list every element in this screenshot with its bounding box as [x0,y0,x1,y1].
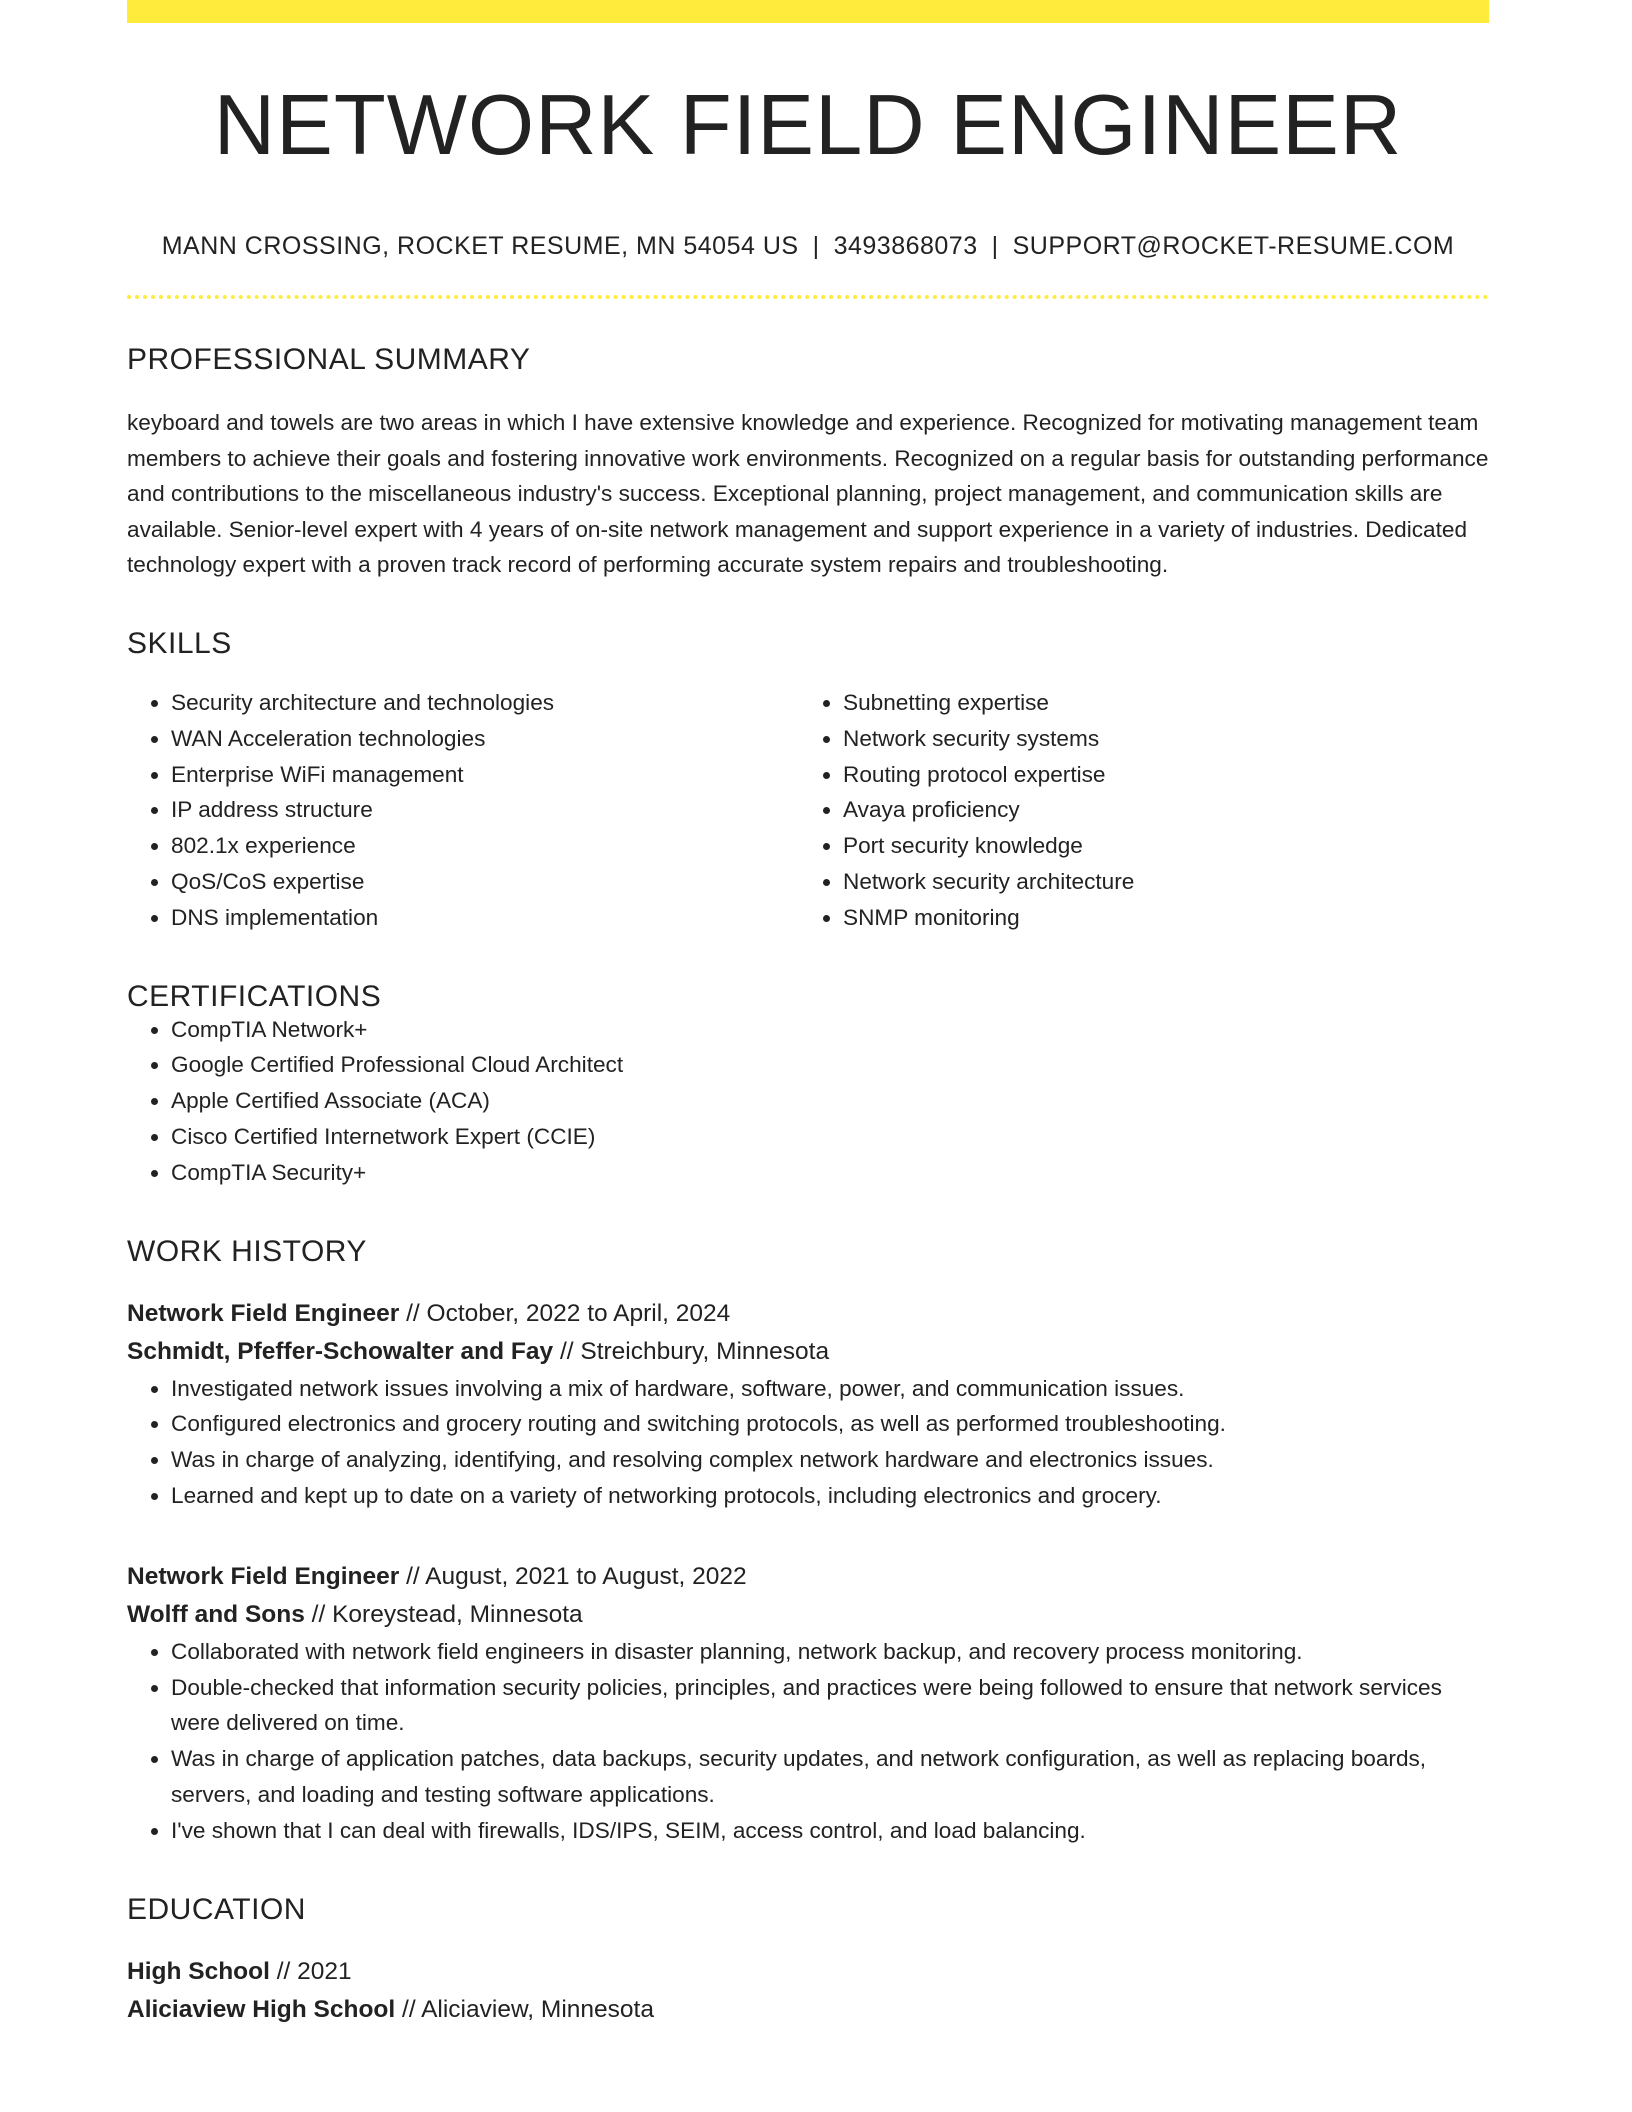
job-bullet: • Collaborated with network field engineers in disaster planning, network backup, and recovery process monitoring. [171,1634,1489,1670]
top-accent-bar [127,0,1489,23]
job-company: Wolff and Sons [127,1600,305,1628]
job-entry [127,1558,1489,1849]
job-entry [127,1295,1489,1514]
summary-text: keyboard and towels are two areas in which I have extensive knowledge and experience. Recognized for motivating management team members to achieve their goals and fostering innovative work environments. Recognized on a regular basis for outstanding performance and contributions to the miscellaneous industry's success. Exceptional planning, project management, and communication skills are available. Senior-level expert with 4 years of on-site network management and support experience in a variety of industries. Dedicated technology expert with a proven track record of performing accurate system repairs and troubleshooting. [127,410,1489,578]
job-bullet: • Double-checked that information security policies, principles, and practices were being followed to ensure that network services were delivered on time. [171,1670,1489,1742]
job-role: Network Field Engineer [127,1299,400,1327]
job-bullet-list [127,1634,1489,1849]
contact-address: MANN CROSSING, ROCKET RESUME, MN 54054 US [161,232,799,260]
job-bullet: • Was in charge of analyzing, identifying, and resolving complex network hardware and electronics issues. [171,1442,1489,1478]
certifications-heading: CERTIFICATIONS [127,979,382,1013]
skill-item: • DNS implementation [171,900,799,936]
certifications-list [127,1012,1489,1191]
skill-item: • Avaya proficiency [843,792,1471,828]
resume-page [127,0,1489,2029]
education-heading: EDUCATION [127,1892,306,1926]
education-year: // 2021 [276,1957,352,1985]
job-dates: // August, 2021 to August, 2022 [406,1562,747,1590]
summary-section [127,345,1489,583]
skill-item: • SNMP monitoring [843,900,1471,936]
job-title-line [127,1558,1489,1596]
skill-item: • Network security systems [843,721,1471,757]
contact-phone: 3493868073 [833,232,978,260]
job-bullet: • Learned and kept up to date on a variety of networking protocols, including electronics and grocery. [171,1478,1489,1514]
contact-line [127,234,1489,259]
certification-item: • Cisco Certified Internetwork Expert (CCIE) [171,1119,1489,1155]
job-title-line [127,1295,1489,1333]
contact-email: SUPPORT@ROCKET-RESUME.COM [1012,232,1455,260]
skills-heading: SKILLS [127,626,232,660]
education-entry [127,1953,1489,2029]
skills-section [127,626,1489,936]
certification-item: • CompTIA Security+ [171,1155,1489,1191]
skill-item: • Routing protocol expertise [843,757,1471,793]
contact-separator: | [812,232,820,260]
education-school: Aliciaview High School [127,1995,396,2023]
skill-item: • WAN Acceleration technologies [171,721,799,757]
certifications-section [127,979,1489,1191]
job-bullet: • Was in charge of application patches, data backups, security updates, and network configuration, as well as replacing boards, servers, and loading and testing software applications. [171,1741,1489,1813]
dotted-divider [127,295,1489,299]
education-degree-line [127,1953,1489,1991]
education-degree: High School [127,1957,270,1985]
job-bullet: • Configured electronics and grocery routing and switching protocols, as well as performed troubleshooting. [171,1406,1489,1442]
skill-item: • Security architecture and technologies [171,685,799,721]
work-history-heading: WORK HISTORY [127,1234,367,1268]
work-history-section [127,1234,1489,1849]
skill-item: • IP address structure [171,792,799,828]
skill-item: • Enterprise WiFi management [171,757,799,793]
certification-item: • CompTIA Network+ [171,1012,1489,1048]
skills-right-list [799,685,1471,936]
skill-item: • 802.1x experience [171,828,799,864]
skills-columns [127,685,1489,936]
certification-item: • Google Certified Professional Cloud Architect [171,1047,1489,1083]
job-company-line [127,1333,1489,1371]
summary-heading: PROFESSIONAL SUMMARY [127,343,531,376]
skill-item: • Network security architecture [843,864,1471,900]
job-bullet-list [127,1371,1489,1514]
job-dates: // October, 2022 to April, 2024 [406,1299,731,1327]
skill-item: • QoS/CoS expertise [171,864,799,900]
job-role: Network Field Engineer [127,1562,400,1590]
education-section [127,1892,1489,2029]
contact-separator: | [991,232,999,260]
job-location: // Streichbury, Minnesota [559,1337,830,1365]
certification-item: • Apple Certified Associate (ACA) [171,1083,1489,1119]
job-bullet: • Investigated network issues involving a mix of hardware, software, power, and communication issues. [171,1371,1489,1407]
education-location: // Aliciaview, Minnesota [402,1995,654,2023]
skills-left-list [127,685,799,936]
job-location: // Koreystead, Minnesota [311,1600,583,1628]
job-company: Schmidt, Pfeffer-Schowalter and Fay [127,1337,554,1365]
skill-item: • Port security knowledge [843,828,1471,864]
resume-name: NETWORK FIELD ENGINEER [213,78,1403,173]
education-school-line [127,1991,1489,2029]
skill-item: • Subnetting expertise [843,685,1471,721]
job-bullet: • I've shown that I can deal with firewalls, IDS/IPS, SEIM, access control, and load balancing. [171,1813,1489,1849]
job-company-line [127,1596,1489,1634]
